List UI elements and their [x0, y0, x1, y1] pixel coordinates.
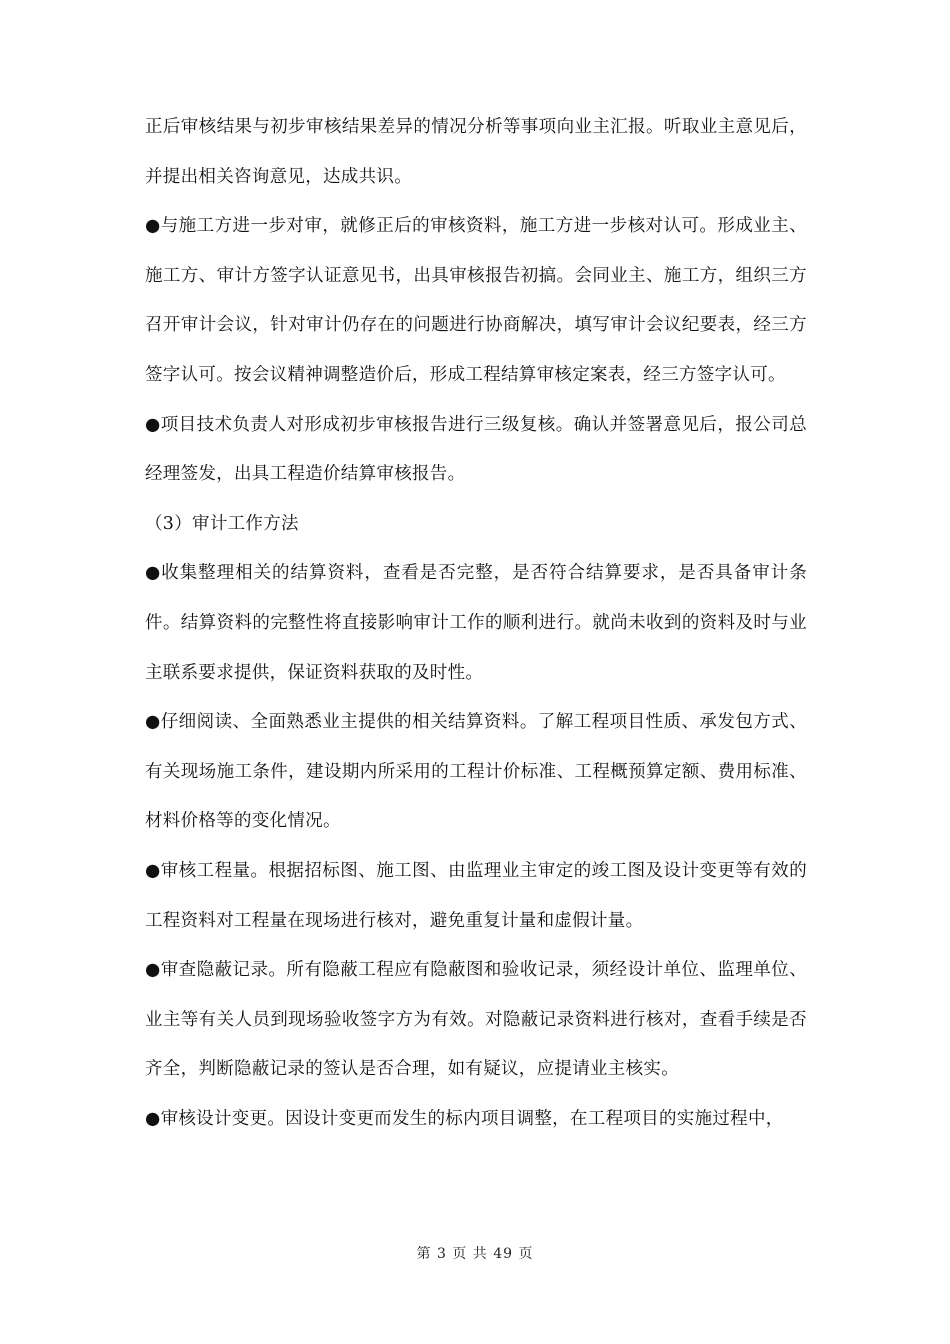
page-number-footer: 第 3 页 共 49 页	[416, 1246, 534, 1262]
paragraph-design-changes: ●审核设计变更。因设计变更而发生的标内项目调整，在工程项目的实施过程中，	[145, 1108, 784, 1129]
paragraph-collect-materials: ●收集整理相关的结算资料，查看是否完整，是否符合结算要求，是否具备审计条件。结算资料的完整性将直接影响审计工作的顺利进行。就尚未收到的资料及时与业主联系要求提供，保证资料获取的及时性。	[145, 563, 807, 683]
paragraph-technical-review: ●项目技术负责人对形成初步审核报告进行三级复核。确认并签署意见后，报公司总经理签发，出具工程造价结算审核报告。	[145, 414, 807, 485]
paragraph-construction-review: ●与施工方进一步对审，就修正后的审核资料，施工方进一步核对认可。形成业主、施工方、审计方签字认证意见书，出具审核报告初搞。会同业主、施工方，组织三方召开审计会议，针对审计仍存在的问题进行协商解决，填写审计会议纪要表，经三方签字认可。按会议精神调整造价后，形成工程结算审核定案表，经三方签字认可。	[145, 216, 807, 385]
paragraph-read-materials: ●仔细阅读、全面熟悉业主提供的相关结算资料。了解工程项目性质、承发包方式、有关现场施工条件，建设期内所采用的工程计价标准、工程概预算定额、费用标准、材料价格等的变化情况。	[145, 712, 807, 832]
document-body	[145, 103, 807, 1144]
paragraph-review-quantities: ●审核工程量。根据招标图、施工图、由监理业主审定的竣工图及设计变更等有效的工程资料对工程量在现场进行核对，避免重复计量和虚假计量。	[145, 860, 807, 931]
section-heading-audit-methods: （3）审计工作方法	[145, 513, 299, 534]
paragraph-hidden-records: ●审查隐蔽记录。所有隐蔽工程应有隐蔽图和验收记录，须经设计单位、监理单位、业主等有关人员到现场验收签字方为有效。对隐蔽记录资料进行核对，查看手续是否齐全，判断隐蔽记录的签认是否合理，如有疑议，应提请业主核实。	[145, 960, 807, 1080]
paragraph-continuation: 正后审核结果与初步审核结果差异的情况分析等事项向业主汇报。听取业主意见后，并提出相关咨询意见，达成共识。	[145, 117, 807, 187]
